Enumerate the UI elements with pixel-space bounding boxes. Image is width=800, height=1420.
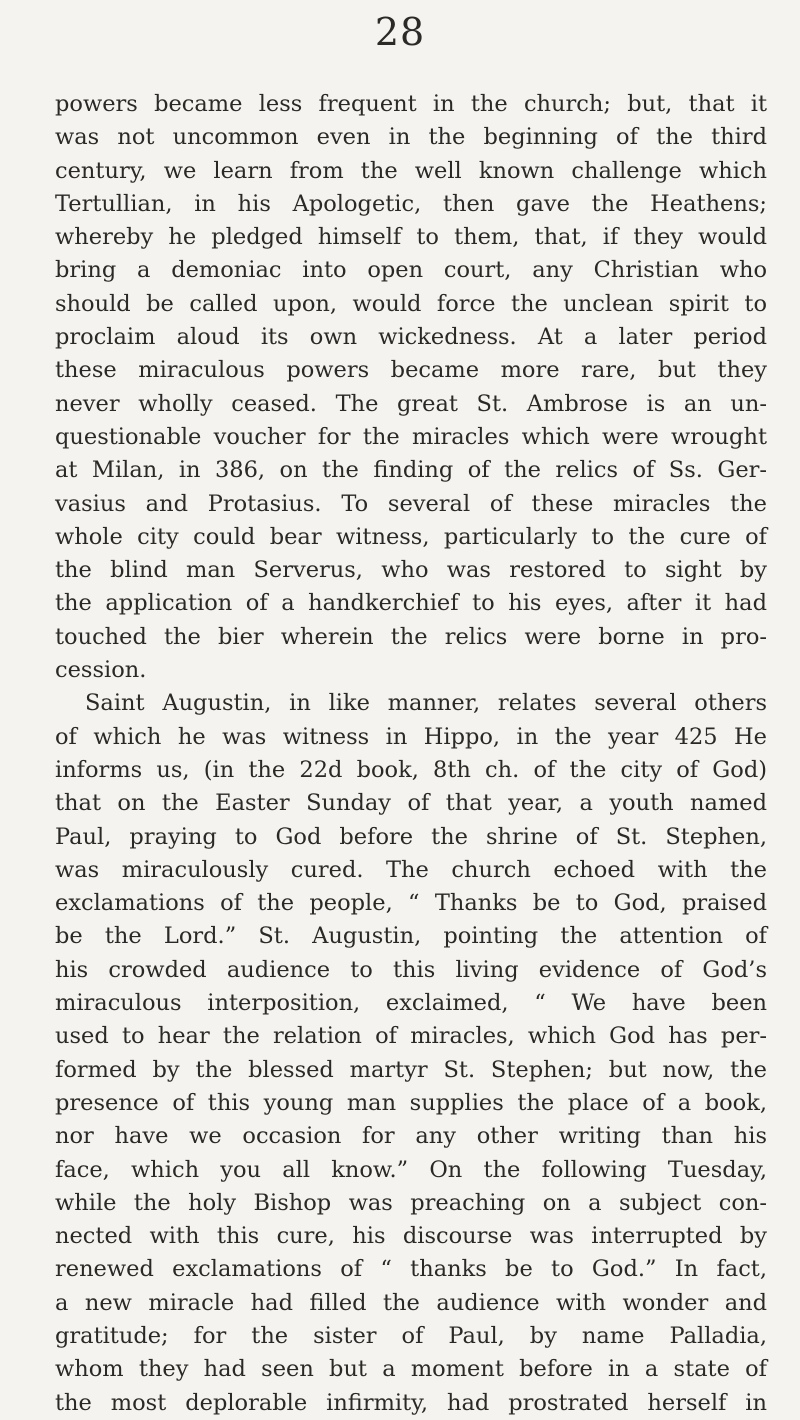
text-line: used to hear the relation of miracles, which God has per- <box>55 1023 767 1050</box>
text-line: the most deplorable infirmity, had prostrated herself in <box>55 1389 767 1416</box>
text-line: whom they had seen but a moment before in a state of <box>55 1356 767 1383</box>
text-line: was not uncommon even in the beginning of the third <box>55 124 767 151</box>
text-line: that on the Easter Sunday of that year, a youth named <box>55 790 767 817</box>
text-line: presence of this young man supplies the place of a book, <box>55 1089 767 1116</box>
text-line: miraculous interposition, exclaimed, “ We have been <box>55 990 767 1017</box>
text-line: while the holy Bishop was preaching on a subject con- <box>55 1189 767 1216</box>
text-line: exclamations of the people, “ Thanks be to God, praised <box>55 890 767 917</box>
text-line: nor have we occasion for any other writing than his <box>55 1123 767 1150</box>
text-line: be the Lord.” St. Augustin, pointing the attention of <box>55 923 767 950</box>
text-line: Tertullian, in his Apologetic, then gave the Heathens; <box>55 190 767 217</box>
text-line: Saint Augustin, in like manner, relates several others <box>85 690 767 717</box>
text-line: powers became less frequent in the church; but, that it <box>55 91 767 117</box>
text-line: the blind man Serverus, who was restored to sight by <box>55 557 767 584</box>
text-line: informs us, (in the 22d book, 8th ch. of the city of God) <box>55 756 767 783</box>
text-line: these miraculous powers became more rare, but they <box>55 357 767 384</box>
text-line: a new miracle had filled the audience with wonder and <box>55 1289 767 1316</box>
text-line: nected with this cure, his discourse was interrupted by <box>55 1223 767 1250</box>
text-line: his crowded audience to this living evidence of God’s <box>55 956 767 983</box>
text-line: touched the bier wherein the relics were borne in pro- <box>55 623 767 650</box>
text-line: at Milan, in 386, on the finding of the relics of Ss. Ger- <box>55 457 767 484</box>
text-line: proclaim aloud its own wickedness. At a later period <box>55 324 767 351</box>
text-line: should be called upon, would force the unclean spirit to <box>55 290 767 317</box>
text-line: of which he was witness in Hippo, in the year 425 He <box>55 723 767 750</box>
text-line: century, we learn from the well known challenge which <box>55 157 767 184</box>
text-line: never wholly ceased. The great St. Ambrose is an un- <box>55 390 767 417</box>
text-line: renewed exclamations of “ thanks be to God.” In fact, <box>55 1256 767 1283</box>
text-line: face, which you all know.” On the following Tuesday, <box>55 1156 767 1183</box>
text-line: cession. <box>55 657 147 684</box>
text-line: vasius and Protasius. To several of these miracles the <box>55 490 767 517</box>
text-line: was miraculously cured. The church echoed with the <box>55 856 767 883</box>
text-line: Paul, praying to God before the shrine of St. Stephen, <box>55 823 767 850</box>
body-text <box>55 88 767 1420</box>
text-line: formed by the blessed martyr St. Stephen; but now, the <box>55 1056 767 1083</box>
text-line: whereby he pledged himself to them, that, if they would <box>55 224 767 251</box>
text-line: gratitude; for the sister of Paul, by name Palladia, <box>55 1322 767 1349</box>
text-line: the application of a handkerchief to his eyes, after it had <box>55 590 767 617</box>
page-number: 28 <box>374 10 426 54</box>
text-line: bring a demoniac into open court, any Christian who <box>55 257 767 284</box>
text-line: whole city could bear witness, particularly to the cure of <box>55 523 767 550</box>
text-line: questionable voucher for the miracles which were wrought <box>55 423 767 450</box>
